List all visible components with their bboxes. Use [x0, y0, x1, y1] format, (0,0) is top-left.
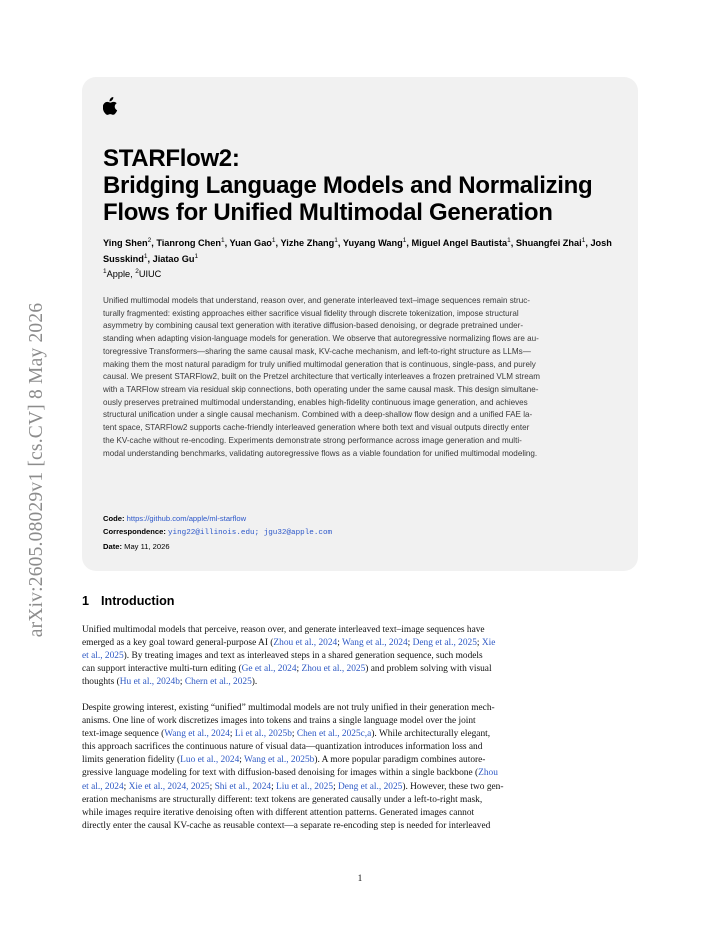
- abstract-line: causal. We present STARFlow2, built on the Pretzel architecture that vertically interleaves a frozen pretrained VLM stream: [103, 372, 540, 382]
- text-run: ). While architecturally elegant,: [371, 729, 491, 740]
- author-name: Yizhe Zhang: [280, 238, 335, 249]
- text-line: [82, 637, 638, 650]
- intro-paragraph-2: [82, 702, 638, 833]
- text-run: text-image sequence (: [82, 729, 165, 740]
- text-line: [82, 820, 638, 833]
- title-line: STARFlow2:: [103, 145, 240, 172]
- citation-link[interactable]: Zhou et al., 2024: [273, 638, 338, 649]
- text-run: Despite growing interest, existing “unified” multimodal models are not truly unified in their generation mech-: [82, 703, 495, 713]
- code-line: [103, 512, 332, 525]
- text-run: ;: [407, 638, 413, 649]
- text-line: [82, 794, 638, 807]
- date-label: Date:: [103, 542, 122, 551]
- abstract-line: the KV-cache without re-encoding. Experiments demonstrate strong performance across image generation and multi-: [103, 435, 522, 445]
- affiliation-mark: 2: [135, 268, 139, 275]
- text-run: anisms. One line of work discretizes images into tokens and trains a single language model over the joint: [82, 716, 476, 727]
- text-run: eration mechanisms are structurally different: text tokens are generated causally under a left-to-right mask,: [82, 794, 483, 805]
- apple-logo-icon: [103, 97, 118, 115]
- citation-link[interactable]: Zhou: [478, 768, 498, 779]
- abstract: [103, 295, 623, 460]
- author-name: Yuyang Wang: [342, 238, 403, 249]
- abstract-line: modal understanding benchmarks, validating autoregressive flows as a viable foundation for unified multimodal modeling.: [103, 448, 538, 458]
- abstract-line: tent space, STARFlow2 supports cache-friendly interleaved generation where both text and visual outputs directly enter: [103, 423, 530, 433]
- correspondence-emails[interactable]: ying22@illinois.edu; jgu32@apple.com: [168, 529, 333, 537]
- title-line: Bridging Language Models and Normalizing: [103, 172, 593, 199]
- text-run: ). By treating images and text as interleaved steps in a shared generation sequence, such models: [123, 651, 483, 662]
- abstract-line: standing when adapting vision-language models for generation. We observe that autoregressive normalizing flows are au-: [103, 334, 539, 344]
- intro-paragraph-1: [82, 624, 638, 689]
- abstract-line: Unified multimodal models that understand, reason over, and generate interleaved text–image sequences remain struc-: [103, 296, 530, 305]
- text-line: [82, 767, 638, 780]
- text-line: [82, 676, 638, 689]
- author-affiliation-mark: 1: [507, 237, 511, 244]
- author-name: Tianrong Chen: [156, 238, 221, 249]
- text-run: can support interactive multi-turn editing (: [82, 664, 242, 675]
- section-number: 1: [82, 594, 90, 608]
- text-run: limits generation fidelity (: [82, 755, 181, 766]
- code-link[interactable]: https://github.com/apple/ml-starflow: [126, 514, 247, 523]
- author-affiliation-mark: 1: [402, 237, 407, 244]
- affiliation-apple: Apple,: [106, 269, 136, 280]
- citation-link[interactable]: et al., 2024: [82, 781, 124, 792]
- arxiv-identifier-text: arXiv:2605.08029v1 [cs.CV] 8 May 2026: [26, 302, 47, 638]
- author-affiliation-mark: 2: [147, 237, 152, 244]
- author-affiliation-mark: 1: [220, 237, 225, 244]
- text-line: [82, 650, 638, 663]
- text-run: ;: [239, 755, 245, 766]
- abstract-line: with a TARFlow stream via residual skip connections, both operating under the same causal mask. This design simultane-: [103, 385, 539, 395]
- citation-link[interactable]: Zhou et al., 2025: [301, 664, 366, 675]
- paper-metadata: [103, 512, 332, 553]
- abstract-line: structural unification under a single causal mechanism. Combined with a deep-shallow flow design and a unified FAE la-: [103, 410, 533, 420]
- date-line: [103, 540, 332, 553]
- paper-title: [103, 145, 623, 226]
- text-run: gressive language modeling for text with diffusion-based denoising for images within a single backbone (: [82, 768, 479, 779]
- correspondence-line: [103, 525, 332, 540]
- citation-link[interactable]: Wang et al., 2024: [164, 729, 230, 740]
- affiliation-uiuc: UIUC: [138, 269, 162, 280]
- abstract-line: toregressive Transformers—sharing the same causal mask, KV-cache mechanism, and left-to-right structure as LLMs—: [103, 346, 531, 356]
- abstract-line: asymmetry by combining causal text generation with iterative diffusion-based denoising, or degrade pretrained under-: [103, 321, 524, 331]
- text-run: ;: [229, 729, 235, 740]
- text-run: ;: [209, 781, 215, 792]
- text-run: ;: [333, 781, 339, 792]
- author-name: Miguel Angel Bautista: [411, 238, 508, 249]
- text-run: Unified multimodal models that perceive, reason over, and generate interleaved text–image sequences have: [82, 625, 485, 635]
- text-run: while images require iterative denoising often with different attention patterns. Generated images cannot: [82, 807, 475, 818]
- author-affiliation-mark: 1: [194, 253, 199, 261]
- date-value: May 11, 2026: [124, 542, 170, 551]
- citation-link[interactable]: et al., 2025: [82, 651, 124, 662]
- text-line: [82, 754, 638, 767]
- code-label: Code:: [103, 514, 125, 523]
- author-affiliation-mark: 1: [271, 237, 276, 244]
- text-line: [82, 807, 638, 820]
- author-name: Josh Susskind: [103, 238, 612, 265]
- text-run: ;: [337, 638, 342, 649]
- citation-link[interactable]: Deng et al., 2025: [412, 638, 477, 649]
- citation-link[interactable]: Wang et al., 2024: [342, 638, 408, 649]
- citation-link[interactable]: Chern et al., 2025: [184, 677, 252, 688]
- text-line: [82, 624, 638, 637]
- author-affiliation-mark: 1: [334, 237, 338, 244]
- text-run: ).: [251, 677, 258, 688]
- author-name: Ying Shen: [103, 238, 148, 249]
- text-run: ). However, these two gen-: [402, 781, 504, 792]
- citation-link[interactable]: Xie: [481, 638, 496, 649]
- text-run: ;: [271, 781, 277, 792]
- title-line: Flows for Unified Multimodal Generation: [103, 199, 553, 226]
- citation-link[interactable]: Shi et al., 2024: [214, 781, 272, 792]
- text-line: [82, 781, 638, 794]
- text-line: [82, 702, 638, 715]
- text-run: ). A more popular paradigm combines autore-: [314, 755, 486, 766]
- text-run: ;: [291, 729, 297, 740]
- text-line: [82, 715, 638, 728]
- citation-link[interactable]: Hu et al., 2024b: [119, 677, 180, 688]
- text-run: ;: [179, 677, 185, 688]
- citation-link[interactable]: Li et al., 2025b: [234, 729, 292, 740]
- text-line: [82, 663, 638, 676]
- author-affiliation-mark: 1: [581, 237, 586, 244]
- author-name: Yuan Gao: [229, 238, 272, 249]
- text-run: thoughts (: [82, 677, 120, 688]
- affiliations: [103, 268, 161, 279]
- affiliation-mark: 1: [103, 268, 107, 275]
- paper-header-card: [82, 77, 638, 571]
- text-run: this approach sacrifices the continuous nature of visual data—quantization introduces information loss and: [82, 742, 483, 753]
- abstract-line: turally fragmented: existing approaches either sacrifice visual fidelity through discrete tokenization, impose structural: [103, 308, 519, 318]
- abstract-line: making them the most natural paradigm for truly unified multimodal generation that is continuous, single-pass, and purely: [103, 359, 536, 369]
- page-number: 1: [357, 874, 363, 884]
- citation-link[interactable]: Wang et al., 2025b: [244, 755, 315, 766]
- citation-link[interactable]: Liu et al., 2025: [276, 781, 334, 792]
- citation-link[interactable]: Xie et al., 2024, 2025: [128, 781, 210, 792]
- text-run: directly enter the causal KV-cache as reusable context—a separate re-encoding step is needed for interleaved: [82, 820, 491, 831]
- citation-link[interactable]: Deng et al., 2025: [338, 781, 403, 792]
- text-run: emerged as a key goal toward general-purpose AI (: [82, 638, 274, 649]
- text-run: ;: [476, 638, 482, 649]
- text-line: [82, 741, 638, 754]
- arxiv-identifier-sidebar: [22, 260, 52, 680]
- author-affiliation-mark: 1: [143, 253, 148, 261]
- abstract-line: ously preserves pretrained multimodal understanding, enables high-fidelity continuous image generation, and achieves: [103, 397, 528, 407]
- citation-link[interactable]: Chen et al., 2025c,a: [296, 729, 372, 740]
- author-name: Shuangfei Zhai: [515, 238, 582, 249]
- text-run: ;: [123, 781, 129, 792]
- section-heading: [82, 594, 174, 608]
- author-list: Ying Shen$^2$, Tianrong Chen$^1$, Yuan Gao$^1$, Yizhe Zhang$^1$, Yuyang Wang$^1$, Miguel Angel Bautista$^1$, Shuangfei Zhai$^1$, Josh Susskind$^1$, Jiatao Gu$^1$: [103, 237, 612, 265]
- author-name: Jiatao Gu: [152, 254, 195, 265]
- citation-link[interactable]: Luo et al., 2024: [180, 755, 240, 766]
- text-line: [82, 728, 638, 741]
- citation-link[interactable]: Ge et al., 2024: [241, 664, 297, 675]
- text-run: ) and problem solving with visual: [365, 664, 492, 675]
- text-run: ;: [296, 664, 302, 675]
- section-title: Introduction: [101, 594, 175, 608]
- correspondence-label: Correspondence:: [103, 527, 166, 536]
